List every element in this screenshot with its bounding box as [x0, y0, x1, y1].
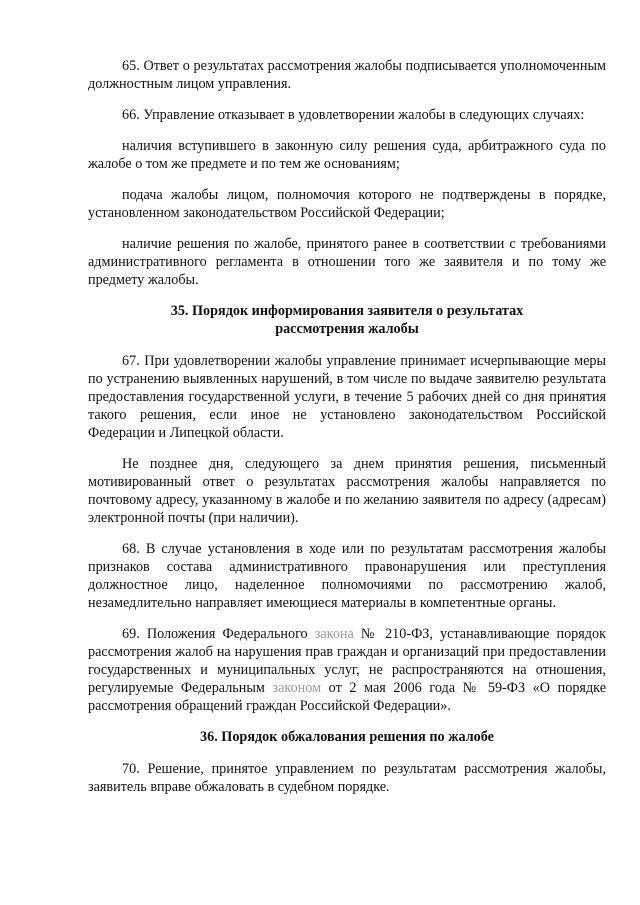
paragraph-65: 65. Ответ о результатах рассмотрения жалобы подписывается уполномоченным должностным лицом управления. [88, 58, 606, 92]
section-heading-35-line-1: 35. Порядок информирования заявителя о результатах [170, 303, 524, 319]
paragraph-69 [88, 625, 606, 715]
section-heading-35 [88, 302, 606, 338]
law-link-210[interactable]: закона [314, 626, 354, 642]
paragraph-67-response: Не позднее дня, следующего за днем принятия решения, письменный мотивированный ответ о результатах рассмотрения жалобы направляется по почтовому адресу, указанному в жалобе и по желанию заявителя по адресу (адресам) электронной почты (при наличии). [88, 456, 606, 526]
section-heading-36: 36. Порядок обжалования решения по жалобе [200, 729, 494, 745]
section-heading-35-line-2: рассмотрения жалобы [275, 321, 419, 337]
paragraph-66-item-2: подача жалобы лицом, полномочия которого не подтверждены в порядке, установленном законодательством Российской Федерации; [88, 187, 606, 221]
paragraph-69-text-3: от 2 мая 2006 года № 59-ФЗ «О порядке рассмотрения обращений граждан Российской Федерации». [88, 680, 606, 714]
paragraph-67: 67. При удовлетворении жалобы управление принимает исчерпывающие меры по устранению выявленных нарушений, в том числе по выдаче заявителю результата предоставления государственной услуги, в течение 5 рабочих дней со дня принятия такого решения, если иное не установлено законодательством Российской Федерации и Липецкой области. [88, 353, 606, 441]
paragraph-68: 68. В случае установления в ходе или по результатам рассмотрения жалобы признаков состава административного правонарушения или преступления должностное лицо, наделенное полномочиями по рассмотрению жалоб, незамедлительно направляет имеющиеся материалы в компетентные органы. [88, 541, 606, 611]
paragraph-66: 66. Управление отказывает в удовлетворении жалобы в следующих случаях: [122, 107, 585, 123]
paragraph-70: 70. Решение, принятое управлением по результатам рассмотрения жалобы, заявитель вправе обжаловать в судебном порядке. [88, 761, 606, 795]
paragraph-69-text-1: 69. Положения Федерального [122, 626, 315, 642]
paragraph-69-text-2: № 210-ФЗ, устанавливающие порядок рассмотрения жалоб на нарушения прав граждан и организаций при предоставлении государственных и муниципальных услуг, не распространяются на отношения, регулируемые Федеральным [88, 626, 606, 696]
law-link-59[interactable]: законом [272, 680, 322, 696]
paragraph-66-item-1: наличия вступившего в законную силу решения суда, арбитражного суда по жалобе о том же предмете и по тем же основаниям; [88, 138, 606, 172]
paragraph-66-item-3: наличие решения по жалобе, принятого ранее в соответствии с требованиями административного регламента в отношении того же заявителя и по тому же предмету жалобы. [88, 236, 606, 288]
